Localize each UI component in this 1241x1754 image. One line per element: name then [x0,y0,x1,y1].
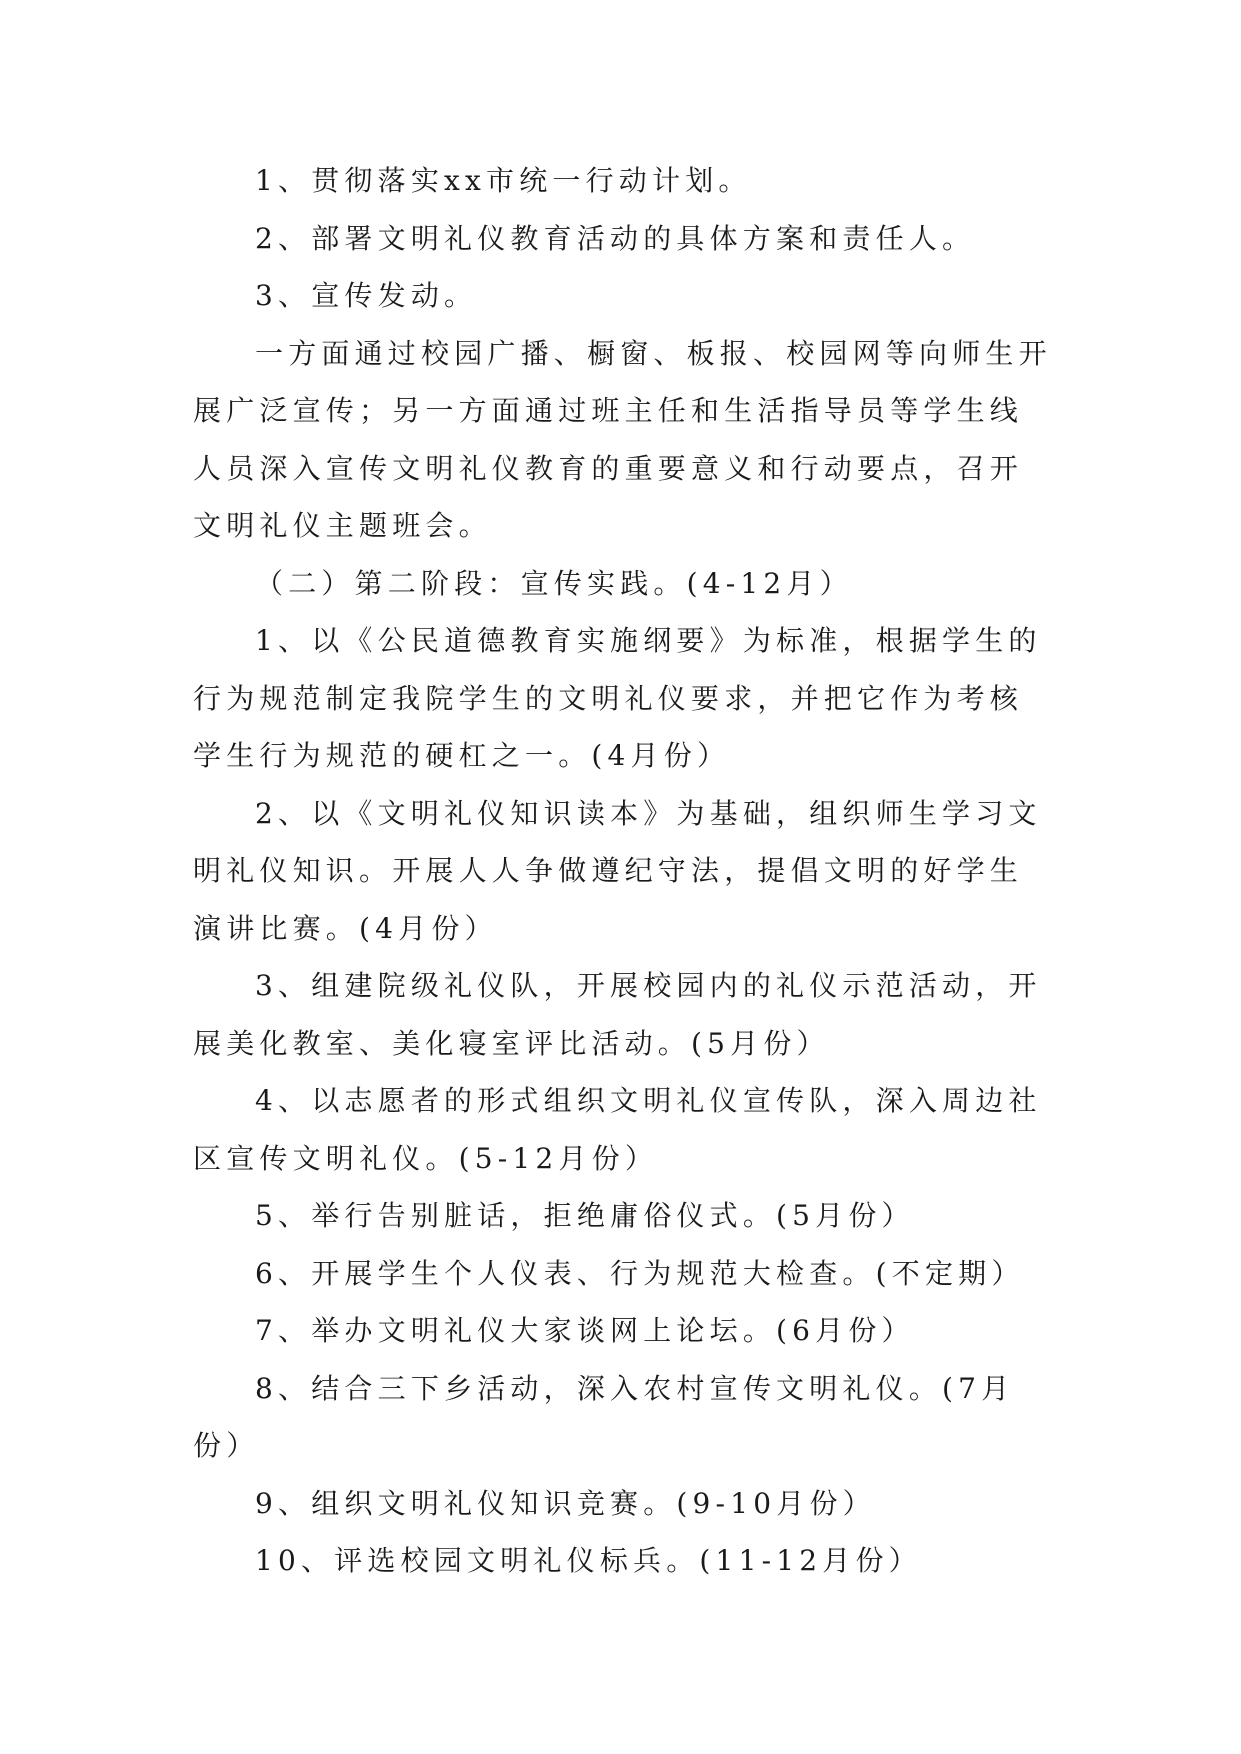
stage-two-item-1: 1、以《公民道德教育实施纲要》为标准，根据学生的行为规范制定我院学生的文明礼仪要求，并把它作为考核学生行为规范的硬杠之一。(4月份） [193,624,1042,772]
section-heading-stage-two: （二）第二阶段：宣传实践。(4-12月） [255,566,853,600]
document-body [193,152,1053,1590]
paragraph-item-3: 3、宣传发动。 [255,279,478,312]
stage-two-item-8: 8、结合三下乡活动，深入农村宣传文明礼仪。(7月份） [193,1371,1015,1462]
stage-two-item-10: 10、评选校园文明礼仪标兵。(11-12月份） [255,1544,922,1577]
paragraph-item-1: 1、贯彻落实xx市统一行动计划。 [255,164,752,197]
stage-two-item-7: 7、举办文明礼仪大家谈网上论坛。(6月份） [255,1314,915,1347]
stage-two-item-6: 6、开展学生个人仪表、行为规范大检查。(不定期） [255,1256,1025,1290]
stage-two-item-2: 2、以《文明礼仪知识读本》为基础，组织师生学习文明礼仪知识。开展人人争做遵纪守法，提倡文明的好学生演讲比赛。(4月份） [193,796,1042,945]
paragraph-item-2: 2、部署文明礼仪教育活动的具体方案和责任人。 [255,221,976,255]
paragraph-publicity: 一方面通过校园广播、橱窗、板报、校园网等向师生开展广泛宣传；另一方面通过班主任和生活指导员等学生线人员深入宣传文明礼仪教育的重要意义和行动要点，召开文明礼仪主题班会。 [193,336,1052,542]
stage-two-item-9: 9、组织文明礼仪知识竞赛。(9-10月份） [255,1486,876,1520]
stage-two-item-4: 4、以志愿者的形式组织文明礼仪宣传队，深入周边社区宣传文明礼仪。(5-12月份） [193,1084,1042,1175]
stage-two-item-5: 5、举行告别脏话，拒绝庸俗仪式。(5月份） [255,1199,915,1232]
stage-two-item-3: 3、组建院级礼仪队，开展校园内的礼仪示范活动，开展美化教室、美化寝室评比活动。(5月份） [193,969,1042,1060]
